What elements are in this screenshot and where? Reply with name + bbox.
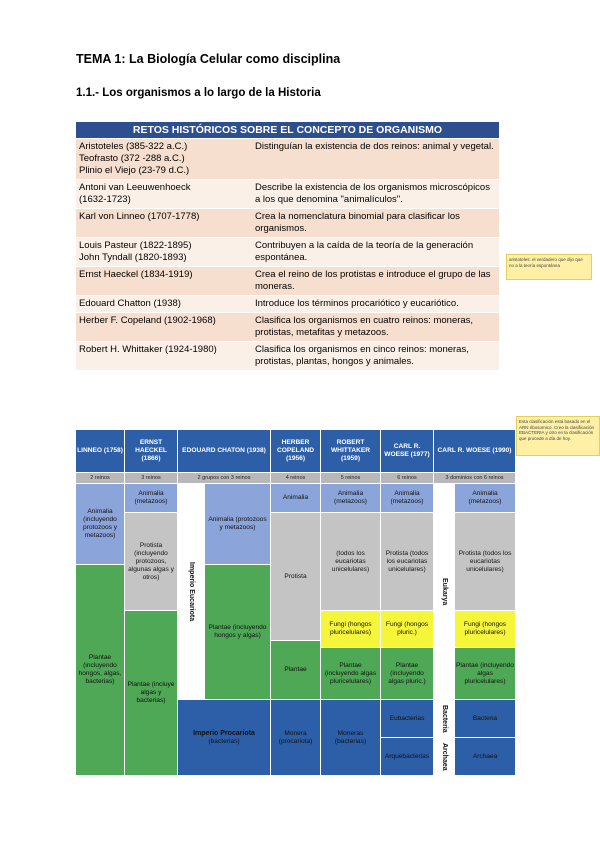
- table-row: [76, 139, 499, 180]
- cell-animalia: Animalia (metazoos): [321, 484, 380, 512]
- chart-header-copeland: HERBER COPELAND (1956): [271, 430, 320, 472]
- cell-archaea: Archaea: [455, 738, 515, 775]
- chart-header-chaton: EDOUARD CHATON (1938): [178, 430, 270, 472]
- eukarya-text: Eukarya: [441, 577, 448, 606]
- author-line: Karl von Linneo (1707-1778): [79, 211, 200, 222]
- cell-protista: Protista (todos los eucariotas unicelulares): [455, 513, 515, 610]
- cell-protista: Protista (incluyendo protozoos, algunas algas y otros): [125, 513, 177, 610]
- cell-moneras: Moneras (bacterias): [321, 700, 380, 775]
- cell-protista: Protista (todos los eucariotas unicelulares): [381, 513, 433, 610]
- cell-animalia: Animalia: [271, 484, 320, 512]
- eukarya-label: [434, 484, 454, 699]
- cell-monera: Monera (procariota): [271, 700, 320, 775]
- cell-imperio-procariota: [178, 700, 270, 775]
- chart-count: 3 reinos: [125, 473, 177, 483]
- cell-animalia: Animalia (metazoos): [381, 484, 433, 512]
- author-line: John Tyndall (1820-1893): [79, 252, 187, 263]
- archaea-text: Archaea: [441, 742, 448, 771]
- imperio-procariota-sub: (bacterias): [208, 737, 240, 745]
- cell-protista: (todos los eucariotas unicelulares): [321, 513, 380, 610]
- cell-protista: Protista: [271, 513, 320, 640]
- table-cell-what: Clasifica los organismos en cuatro reinos: moneras, protistas, metafitas y metazoos.: [252, 313, 499, 342]
- author-line: Teofrasto (372 -288 a.C.): [79, 153, 185, 164]
- archaea-label: [434, 738, 454, 775]
- imperio-eucariota-text: Imperio Eucariota: [188, 561, 195, 622]
- table-cell-what: Distinguían la existencia de dos reinos: animal y vegetal.: [252, 139, 499, 180]
- chart-header-woese77: CARL R. WOESE (1977): [381, 430, 433, 472]
- table-row: [76, 238, 499, 267]
- cell-plantae: Plantae (incluyendo algas pluricelulares): [321, 648, 380, 699]
- section-title: 1.1.- Los organismos a lo largo de la Historia: [76, 87, 321, 99]
- author-line: Robert H. Whittaker (1924-1980): [79, 344, 217, 355]
- table-cell-who: [76, 296, 252, 313]
- chart-header-haeckel: ERNST HAECKEL (1866): [125, 430, 177, 472]
- table-row: [76, 267, 499, 296]
- chart-header-linneo: LINNEO (1758): [76, 430, 124, 472]
- author-line: Edouard Chatton (1938): [79, 298, 181, 309]
- chart-count: 2 reinos: [76, 473, 124, 483]
- table-cell-what: Crea el reino de los protistas e introduce el grupo de las moneras.: [252, 267, 499, 296]
- cell-plantae: Plantae (incluyendo hongos, algas, bacterias): [76, 565, 124, 775]
- table-row: [76, 296, 499, 313]
- author-line: Ernst Haeckel (1834-1919): [79, 269, 193, 280]
- cell-animalia: Animalia (protozoos y metazoos): [205, 484, 270, 564]
- bacteria-label: [434, 700, 454, 737]
- cell-fungi: Fungi (hongos pluric.): [381, 611, 433, 647]
- table-cell-what: Introduce los términos procariótico y eucariótico.: [252, 296, 499, 313]
- author-line: Herber F. Copeland (1902-1968): [79, 315, 216, 326]
- table-cell-what: Clasifica los organismos en cinco reinos: moneras, protistas, plantas, hongos y animales.: [252, 342, 499, 371]
- author-line: Plinio el Viejo (23-79 d.C.): [79, 165, 190, 176]
- author-line: Antoni van Leeuwenhoeck: [79, 182, 191, 193]
- page-title: TEMA 1: La Biología Celular como disciplina: [76, 52, 341, 66]
- table-cell-what: Describe la existencia de los organismos microscópicos a los que denomina "animalículos".: [252, 180, 499, 209]
- chart-count: 5 reinos: [321, 473, 380, 483]
- table-cell-what: Crea la nomenclatura binomial para clasificar los organismos.: [252, 209, 499, 238]
- comment-note[interactable]: Esta clasificación está basado en el ARN ribosomico. Creo la clasificación EBACTERIA y otro en la clasificación que procede a día de hoy.: [516, 416, 600, 456]
- cell-plantae: Plantae (incluyendo hongos y algas): [205, 565, 270, 699]
- chart-count: 4 reinos: [271, 473, 320, 483]
- table-cell-who: [76, 238, 252, 267]
- table-row: [76, 209, 499, 238]
- chart-count: 2 grupos con 3 reinos: [178, 473, 270, 483]
- author-line: (1632-1723): [79, 194, 131, 205]
- cell-bacteria: Bacteria: [455, 700, 515, 737]
- cell-fungi: Fungi (hongos pluricelulares): [321, 611, 380, 647]
- comment-note[interactable]: aristoteles: el verdadero que dijo que no a la teoría espontánea: [506, 254, 592, 280]
- table-row: [76, 342, 499, 371]
- table-cell-who: [76, 209, 252, 238]
- cell-animalia: Animalia (metazoos): [125, 484, 177, 512]
- table-row: [76, 180, 499, 209]
- author-line: Aristoteles (385-322 a.C.): [79, 141, 188, 152]
- chart-header-woese90: CARL R. WOESE (1990): [434, 430, 515, 472]
- author-line: Louis Pasteur (1822-1895): [79, 240, 192, 251]
- imperio-eucariota-label: [178, 484, 204, 699]
- table-cell-what: Contribuyen a la caída de la teoría de la generación espontánea.: [252, 238, 499, 267]
- cell-plantae: Plantae (incluye algas y bacterias): [125, 611, 177, 775]
- cell-eubacterias: Eubacterias: [381, 700, 433, 737]
- table-cell-who: [76, 342, 252, 371]
- table-row: [76, 313, 499, 342]
- imperio-procariota-title: Imperio Procariota: [193, 729, 255, 737]
- cell-animalia: Animalia (incluyendo protozoos y metazoos): [76, 484, 124, 564]
- chart-header-whittaker: ROBERT WHITTAKER (1959): [321, 430, 380, 472]
- classification-chart: [76, 430, 515, 775]
- bacteria-text: Bacteria: [441, 704, 448, 733]
- chart-count: 6 reinos: [381, 473, 433, 483]
- table-cell-who: [76, 139, 252, 180]
- table-cell-who: [76, 267, 252, 296]
- cell-arquebacterias: Arquebacterias: [381, 738, 433, 775]
- cell-animalia: Animalia (metazoos): [455, 484, 515, 512]
- table-cell-who: [76, 313, 252, 342]
- cell-plantae: Plantae: [271, 641, 320, 699]
- cell-fungi: Fungi (hongos pluricelulares): [455, 611, 515, 647]
- cell-plantae: Plantae (incluyendo algas pluric.): [381, 648, 433, 699]
- retos-table-title: RETOS HISTÓRICOS SOBRE EL CONCEPTO DE ORGANISMO: [76, 122, 499, 139]
- chart-count: 3 dominios con 6 reinos: [434, 473, 515, 483]
- table-cell-who: [76, 180, 252, 209]
- retos-table: [76, 121, 499, 370]
- cell-plantae: Plantae (incluyendo algas pluricelulares): [455, 648, 515, 699]
